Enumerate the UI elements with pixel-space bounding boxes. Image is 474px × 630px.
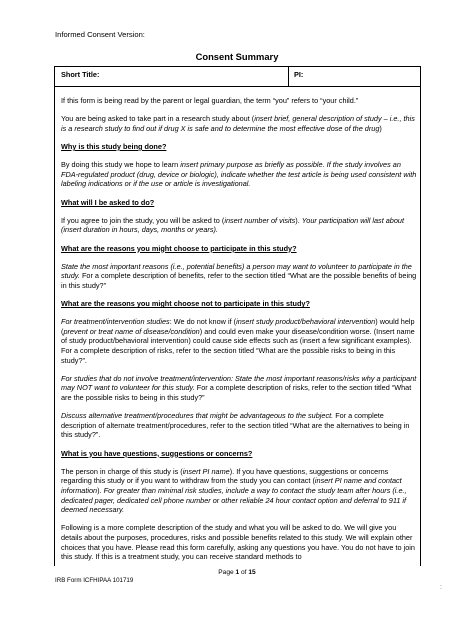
heading-what-asked: What will I be asked to do? bbox=[61, 197, 155, 207]
paragraph-treatment-risks: For treatment/intervention studies: We do not know if (insert study product/behavioral intervention) would help (prevent or treat name of disease/condition) and could even make your disease/condition worse. (Insert name of study product/behavioral intervention) could cause side effects such as (insert a few significant examples). For a complete description of risks, refer to the section titled “What are the possible risks to being in this study?”. bbox=[61, 317, 415, 365]
page-number: Page 1 of 15 bbox=[218, 569, 256, 576]
paragraph-visits: If you agree to join the study, you will be asked to (insert number of visits). Your participation will last about (insert duration in hours, days, months or years). bbox=[61, 215, 405, 235]
page-title: Consent Summary bbox=[195, 51, 279, 62]
title-row bbox=[54, 66, 421, 87]
heading-reasons-participate: What are the reasons you might choose to participate in this study? bbox=[61, 243, 297, 253]
column-divider bbox=[288, 66, 289, 87]
paragraph-benefits: State the most important reasons (i.e., potential benefits) a person may want to volunteer to participate in the study. For a complete description of benefits, refer to the section titled “What are the possible benefits of being in this study?” bbox=[61, 261, 417, 290]
short-title-label: Short Title: bbox=[61, 70, 100, 79]
paragraph-purpose: By doing this study we hope to learn insert primary purpose as briefly as possible. If the study involves an FDA-regulated product (drug, device or biologic), indicate whether the test article is being used consistent with labeling indications or if the use or article is investigational. bbox=[61, 160, 417, 189]
version-label: Informed Consent Version: bbox=[55, 30, 145, 39]
margin-mark: : bbox=[440, 584, 442, 591]
heading-reasons-not-participate: What are the reasons you might choose not to participate in this study? bbox=[61, 299, 310, 309]
paragraph-parent-note: If this form is being read by the parent or legal guardian, the term “you” refers to “your child.” bbox=[61, 96, 359, 105]
paragraph-non-treatment-risks: For studies that do not involve treatment/intervention: State the most important reasons/risks why a participant may NOT want to volunteer for this study. For a complete description of risks, refer to the section titled “What are the possible risks to being in this study?” bbox=[61, 373, 417, 402]
pi-label: PI: bbox=[294, 70, 304, 79]
paragraph-contact: The person in charge of this study is (insert PI name). If you have questions, suggestions or concerns regarding this study or if you want to withdraw from the study you can contact (insert PI name and contact information). For greater than minimal risk studies, include a way to contact the study team after hours (i.e., dedicated pager, dedicated cell phone number or other reliable 24 hour contact option and deferral to 911 if deemed necessary. bbox=[61, 466, 407, 515]
heading-why-study: Why is this study being done? bbox=[61, 141, 167, 151]
summary-content bbox=[61, 96, 418, 570]
paragraph-study-about: You are being asked to take part in a research study about (insert brief, general description of study – i.e., this is a research study to find out if drug X is safe and to determine the most effective dose of the drug) bbox=[61, 114, 415, 133]
paragraph-following: Following is a more complete description of the study and what you will be asked to do. We will give you details about the purposes, procedures, risks and possible benefits related to this study. We will explain other choices that you have. Please read this form carefully, asking any questions you have. You do not have to join this study. If this is a treatment study, you can receive standard methods to bbox=[61, 523, 415, 562]
heading-questions: What is you have questions, suggestions or concerns? bbox=[61, 448, 253, 458]
form-id: IRB Form ICFHIPAA 101719 bbox=[55, 577, 134, 584]
paragraph-alternatives: Discuss alternative treatment/procedures that might be advantageous to the subject. For a complete description of alternate treatment/procedures, refer to the section titled “What are the alternatives to being in this study?”. bbox=[61, 411, 410, 440]
